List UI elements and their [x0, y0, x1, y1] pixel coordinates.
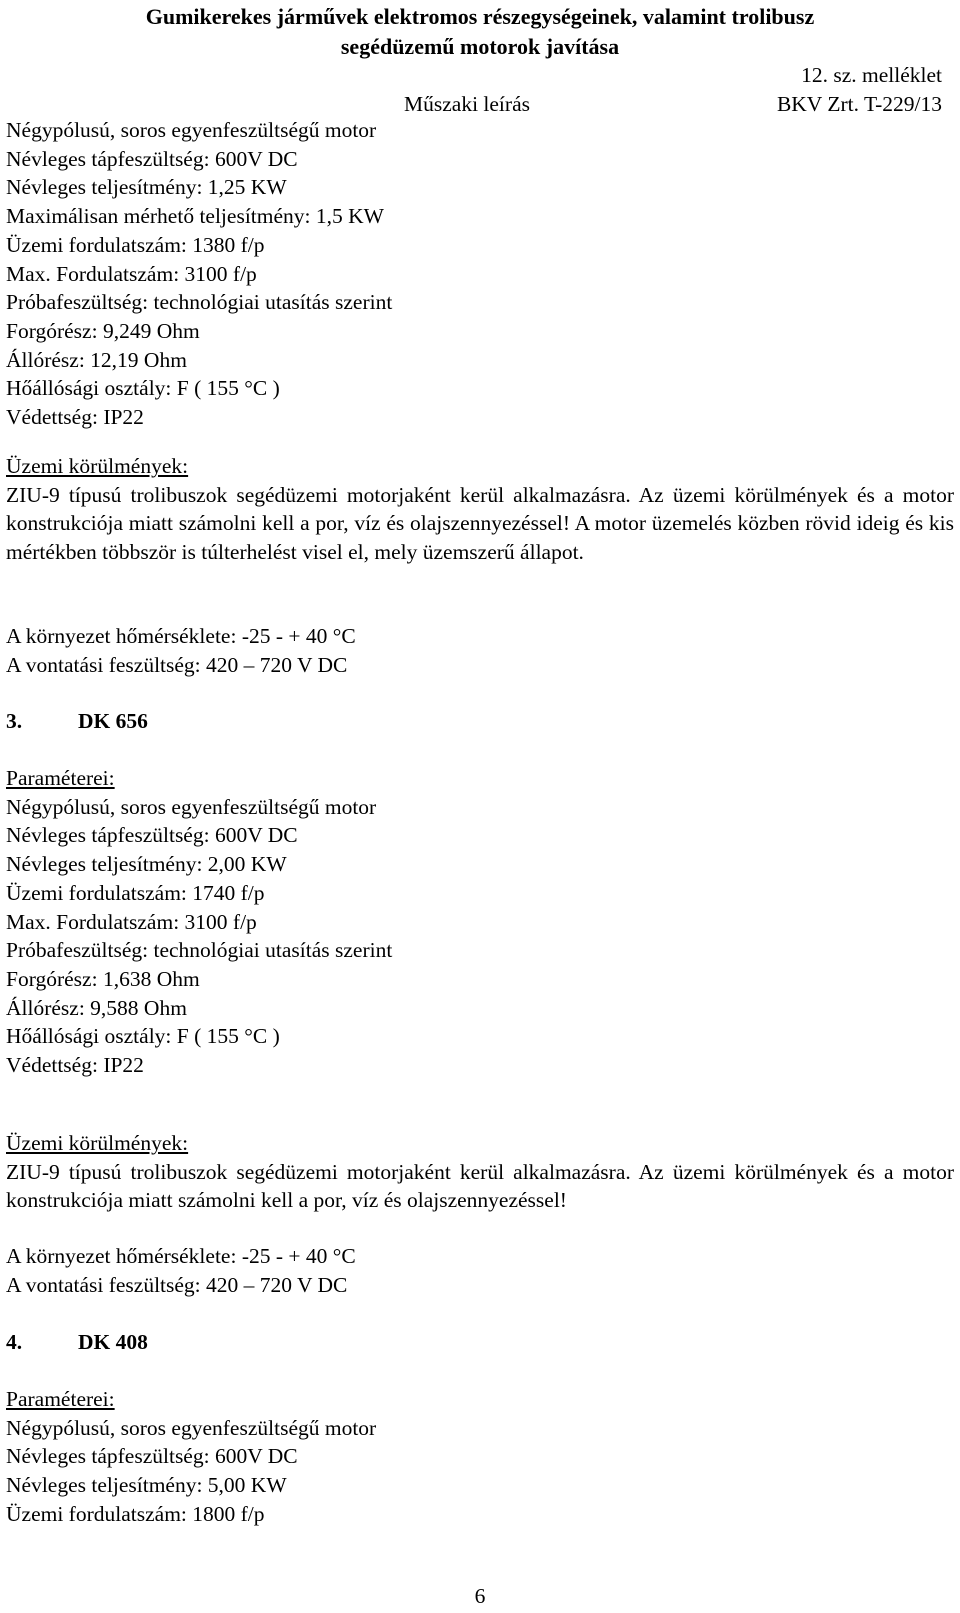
section-title: DK 656 [78, 709, 148, 733]
section-heading-dk656 [6, 707, 148, 736]
param-line: Névleges teljesítmény: 5,00 KW [6, 1473, 287, 1498]
ambient-temperature: A környezet hőmérséklete: -25 - + 40 °C [6, 1244, 356, 1268]
param-line: Névleges teljesítmény: 1,25 KW [6, 175, 287, 200]
title-line-2: segédüzemű motorok javítása [340, 33, 620, 59]
motor3-environment [6, 1242, 356, 1299]
param-line: Hőállósági osztály: F ( 155 °C ) [6, 1024, 280, 1049]
param-line: Védettség: IP22 [6, 1053, 144, 1078]
motor2-conditions [6, 452, 954, 567]
param-line: Állórész: 9,588 Ohm [6, 995, 187, 1020]
motor2-params [6, 116, 392, 432]
annex-label: 12. sz. melléklet [801, 63, 942, 87]
param-line: Állórész: 12,19 Ohm [6, 347, 187, 372]
param-line: Próbafeszültség: technológiai utasítás szerint [6, 938, 393, 963]
param-line: Hőállósági osztály: F ( 155 °C ) [6, 376, 280, 401]
params-heading: Paraméterei: [6, 1387, 115, 1411]
params-heading: Paraméterei: [6, 766, 115, 790]
motor4-params [6, 1385, 376, 1529]
traction-voltage: A vontatási feszültség: 420 – 720 V DC [6, 652, 348, 677]
param-line: Üzemi fordulatszám: 1740 f/p [6, 880, 265, 905]
ambient-temperature: A környezet hőmérséklete: -25 - + 40 °C [6, 624, 356, 648]
conditions-heading: Üzemi körülmények: [6, 1131, 189, 1155]
param-line: Forgórész: 9,249 Ohm [6, 318, 200, 343]
motor3-conditions [6, 1129, 954, 1215]
param-line: Forgórész: 1,638 Ohm [6, 966, 200, 991]
param-line: Névleges tápfeszültség: 600V DC [6, 823, 298, 848]
section-number: 3. [6, 709, 23, 733]
param-line: Névleges tápfeszültség: 600V DC [6, 146, 298, 171]
section-title: DK 408 [78, 1330, 148, 1354]
param-line: Max. Fordulatszám: 3100 f/p [6, 261, 257, 286]
param-line: Védettség: IP22 [6, 405, 144, 430]
param-line: Négypólusú, soros egyenfeszültségű motor [6, 118, 377, 142]
param-line: Négypólusú, soros egyenfeszültségű motor [6, 794, 377, 819]
traction-voltage: A vontatási feszültség: 420 – 720 V DC [6, 1272, 348, 1297]
conditions-paragraph: ZIU-9 típusú trolibuszok segédüzemi motorjaként kerül alkalmazásra. Az üzemi körülmények és a motor konstrukciója miatt számolni kell a por, víz és olajszennyezéssel! [6, 1159, 954, 1213]
param-line: Max. Fordulatszám: 3100 f/p [6, 909, 257, 934]
document-title [40, 2, 920, 61]
param-line: Négypólusú, soros egyenfeszültségű motor [6, 1415, 377, 1440]
param-line: Névleges tápfeszültség: 600V DC [6, 1444, 298, 1469]
param-line: Maximálisan mérhető teljesítmény: 1,5 KW [6, 204, 384, 229]
param-line: Névleges teljesítmény: 2,00 KW [6, 852, 287, 877]
motor3-params [6, 764, 392, 1080]
conditions-paragraph: ZIU-9 típusú trolibuszok segédüzemi motorjaként kerül alkalmazásra. Az üzemi körülmények és a motor konstrukciója miatt számolni kell a por, víz és olajszennyezéssel! A motor üzemelés közben rövid ideig és kis mértékben többször is túlterhelést visel el, mely üzemszerű állapot. [6, 482, 954, 565]
conditions-heading: Üzemi körülmények: [6, 454, 189, 478]
document-reference: BKV Zrt. T-229/13 [776, 92, 942, 116]
subtitle: Műszaki leírás [404, 92, 530, 116]
section-number: 4. [6, 1330, 23, 1354]
page-number: 6 [474, 1584, 486, 1608]
section-heading-dk408 [6, 1328, 148, 1357]
param-line: Üzemi fordulatszám: 1380 f/p [6, 232, 265, 257]
motor2-environment [6, 622, 356, 679]
param-line: Próbafeszültség: technológiai utasítás szerint [6, 290, 393, 315]
title-line-1: Gumikerekes járművek elektromos részegységeinek, valamint trolibusz [145, 4, 815, 29]
param-line: Üzemi fordulatszám: 1800 f/p [6, 1501, 265, 1526]
